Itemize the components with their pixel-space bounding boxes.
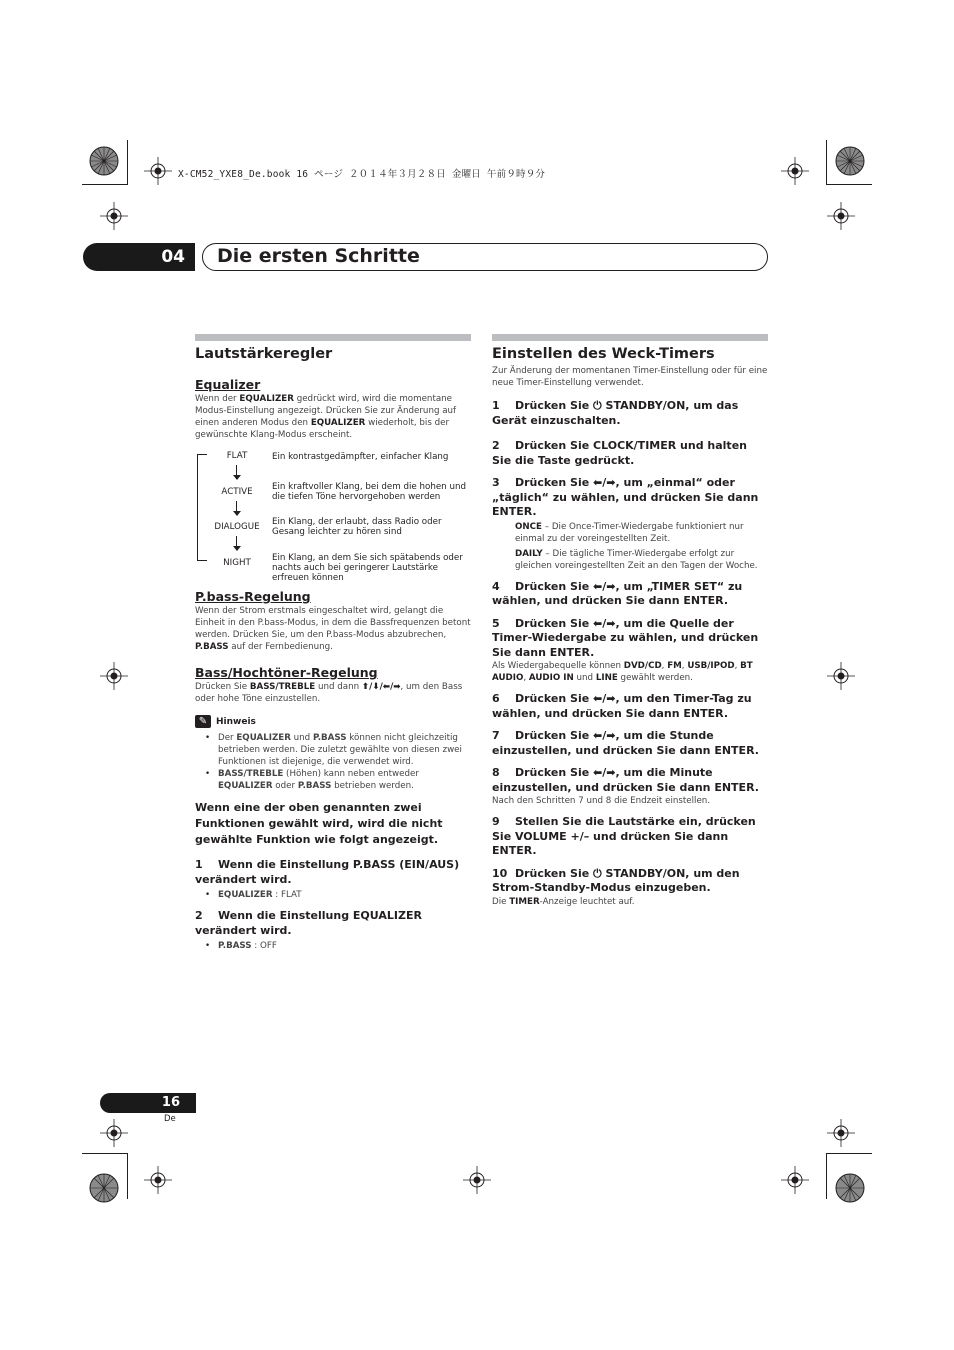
arrow-down-icon (236, 501, 237, 515)
section-title-volume: Lautstärkeregler (195, 346, 333, 362)
mode-dialogue: DIALOGUE (214, 522, 260, 532)
mode-active-desc: Ein kraftvoller Klang, bei dem die hohen und die tiefen Töne hervorgehoben werden (272, 482, 466, 502)
section-bar (492, 334, 768, 341)
registration-mark-icon (100, 662, 128, 690)
emphasis-text: Wenn eine der oben genannten zwei Funktionen gewählt wird, wird die nicht gewählte Funktion wie folgt angezeigt. (195, 801, 443, 846)
mode-night-desc: Ein Klang, an dem Sie sich spätabends oder nachts auch bei geringerer Lautstärke erfreuen können (272, 553, 463, 583)
step-5-note: Als Wiedergabequelle können DVD/CD, FM, USB/IPOD, BT AUDIO, AUDIO IN und LINE gewählt werden. (492, 661, 753, 683)
page-number: 16 (100, 1093, 196, 1113)
trim-line (826, 1153, 827, 1199)
right-step-3: 3 Drücken Sie ⬅/➡, um „einmal“ oder „täglich“ zu wählen, und drücken Sie dann ENTER. (492, 476, 759, 518)
step-8-note: Nach den Schritten 7 und 8 die Endzeit einstellen. (492, 796, 711, 806)
timer-intro: Zur Änderung der momentanen Timer-Einstellung oder für eine neue Timer-Einstellung verwendet. (492, 366, 768, 388)
right-step-7: 7 Drücken Sie ⬅/➡, um die Stunde einzustellen, und drücken Sie dann ENTER. (492, 729, 759, 757)
trim-line (127, 1153, 128, 1199)
hint-label: Hinweis (216, 716, 256, 727)
registration-mark-icon (100, 202, 128, 230)
arrow-down-icon (236, 536, 237, 550)
trim-line (826, 184, 872, 185)
registration-mark-icon (781, 157, 809, 185)
registration-mark-icon (463, 1166, 491, 1194)
pencil-note-icon: ✎ (195, 715, 211, 728)
printer-star-mark-bottom-left (89, 1173, 119, 1203)
right-step-8: 8 Drücken Sie ⬅/➡, um die Minute einzustellen, und drücken Sie dann ENTER. (492, 766, 759, 794)
equalizer-text: Wenn der EQUALIZER gedrückt wird, wird die momentane Modus-Einstellung angezeigt. Drücken Sie zur Änderung auf einen anderen Modus den EQUALIZER wiederholt, bis der gewünschte Klang-Modus erscheint. (195, 394, 457, 440)
right-step-2: 2 Drücken Sie CLOCK/TIMER und halten Sie die Taste gedrückt. (492, 439, 747, 467)
file-header: X-CM52_YXE8_De.book 16 ページ ２０１４年３月２８日 金曜日 午前９時９分 (178, 169, 546, 180)
left-column (195, 334, 471, 952)
heading-bass-treble: Bass/Hochtöner-Regelung (195, 665, 378, 680)
trim-line (82, 1153, 128, 1154)
chapter-number: 04 (83, 243, 195, 271)
mode-flat-desc: Ein kontrastgedämpfter, einfacher Klang (272, 452, 449, 462)
step-3-once-note: ONCE – Die Once-Timer-Wiedergabe funktioniert nur einmal zu der voreingestellten Zeit. (515, 521, 744, 544)
mode-dialogue-desc: Ein Klang, der erlaubt, dass Radio oder Gesang leichter zu hören sind (272, 517, 442, 537)
registration-mark-icon (827, 662, 855, 690)
left-step-2-bullet: • P.BASS : OFF (195, 940, 471, 952)
mode-night: NIGHT (223, 558, 251, 568)
trim-line (82, 184, 128, 185)
right-step-5: 5 Drücken Sie ⬅/➡, um die Quelle der Timer-Wiedergabe zu wählen, und drücken Sie dann ENTER. (492, 616, 759, 659)
mode-active: ACTIVE (221, 487, 253, 497)
pbass-text: Wenn der Strom erstmals eingeschaltet wird, gelangt die Einheit in den P.bass-Modus, in dem die Bassfrequenzen betont werden. Drücken Sie, um den P.bass-Modus abzubrechen, P.BASS auf der Fernbedienung. (195, 606, 471, 652)
hint-item: • Der EQUALIZER und P.BASS können nicht gleichzeitig betrieben werden. Die zuletzt gewählte von diesen zwei Funktionen ist diejenige, die verwendet wird. (195, 732, 471, 768)
chapter-title: Die ersten Schritte (202, 243, 768, 271)
right-step-1: 1 Drücken Sie ⏻ STANDBY/ON, um das Gerät einzuschalten. (492, 399, 739, 427)
printer-star-mark-top-left (89, 146, 119, 176)
registration-mark-icon (144, 157, 172, 185)
section-title-timer: Einstellen des Weck-Timers (492, 346, 715, 362)
left-step-1-bullet: • EQUALIZER : FLAT (195, 889, 471, 901)
right-step-6: 6 Drücken Sie ⬅/➡, um den Timer-Tag zu wählen, und drücken Sie dann ENTER. (492, 692, 752, 720)
heading-pbass: P.bass-Regelung (195, 589, 311, 604)
equalizer-mode-diagram (195, 451, 471, 585)
trim-line (826, 1153, 872, 1154)
left-step-1: 1 Wenn die Einstellung P.BASS (EIN/AUS) verändert wird. (195, 858, 460, 886)
right-step-9: 9 Stellen Sie die Lautstärke ein, drücken Sie VOLUME +/– und drücken Sie dann ENTER. (492, 815, 756, 857)
registration-mark-icon (781, 1166, 809, 1194)
hint-item: • BASS/TREBLE (Höhen) kann neben entweder EQUALIZER oder P.BASS betrieben werden. (195, 768, 471, 792)
right-step-4: 4 Drücken Sie ⬅/➡, um „TIMER SET“ zu wählen, und drücken Sie dann ENTER. (492, 579, 743, 607)
step-3-daily-note: DAILY – Die tägliche Timer-Wiedergabe erfolgt zur gleichen voreingestellten Zeit an den Tagen der Woche. (515, 548, 758, 571)
registration-mark-icon (144, 1166, 172, 1194)
printer-star-mark-bottom-right (835, 1173, 865, 1203)
heading-equalizer: Equalizer (195, 377, 261, 392)
step-10-note: Die TIMER-Anzeige leuchtet auf. (492, 896, 635, 907)
left-step-2: 2 Wenn die Einstellung EQUALIZER verändert wird. (195, 909, 422, 937)
hint-header (195, 715, 471, 728)
section-bar (195, 334, 471, 341)
registration-mark-icon (100, 1119, 128, 1147)
trim-line (127, 140, 128, 184)
right-step-10: 10 Drücken Sie ⏻ STANDBY/ON, um den Strom-Standby-Modus einzugeben. (492, 866, 740, 894)
diagram-loop-line (197, 454, 198, 560)
trim-line (826, 140, 827, 184)
mode-flat: FLAT (226, 451, 248, 461)
arrow-down-icon (236, 465, 237, 479)
registration-mark-icon (827, 202, 855, 230)
right-column (492, 334, 768, 908)
page-language: De (164, 1114, 176, 1124)
bass-treble-text: Drücken Sie BASS/TREBLE und dann ⬆/⬇/⬅/➡, um den Bass oder hohe Töne einzustellen. (195, 682, 463, 704)
printer-star-mark-top-right (835, 146, 865, 176)
registration-mark-icon (827, 1119, 855, 1147)
